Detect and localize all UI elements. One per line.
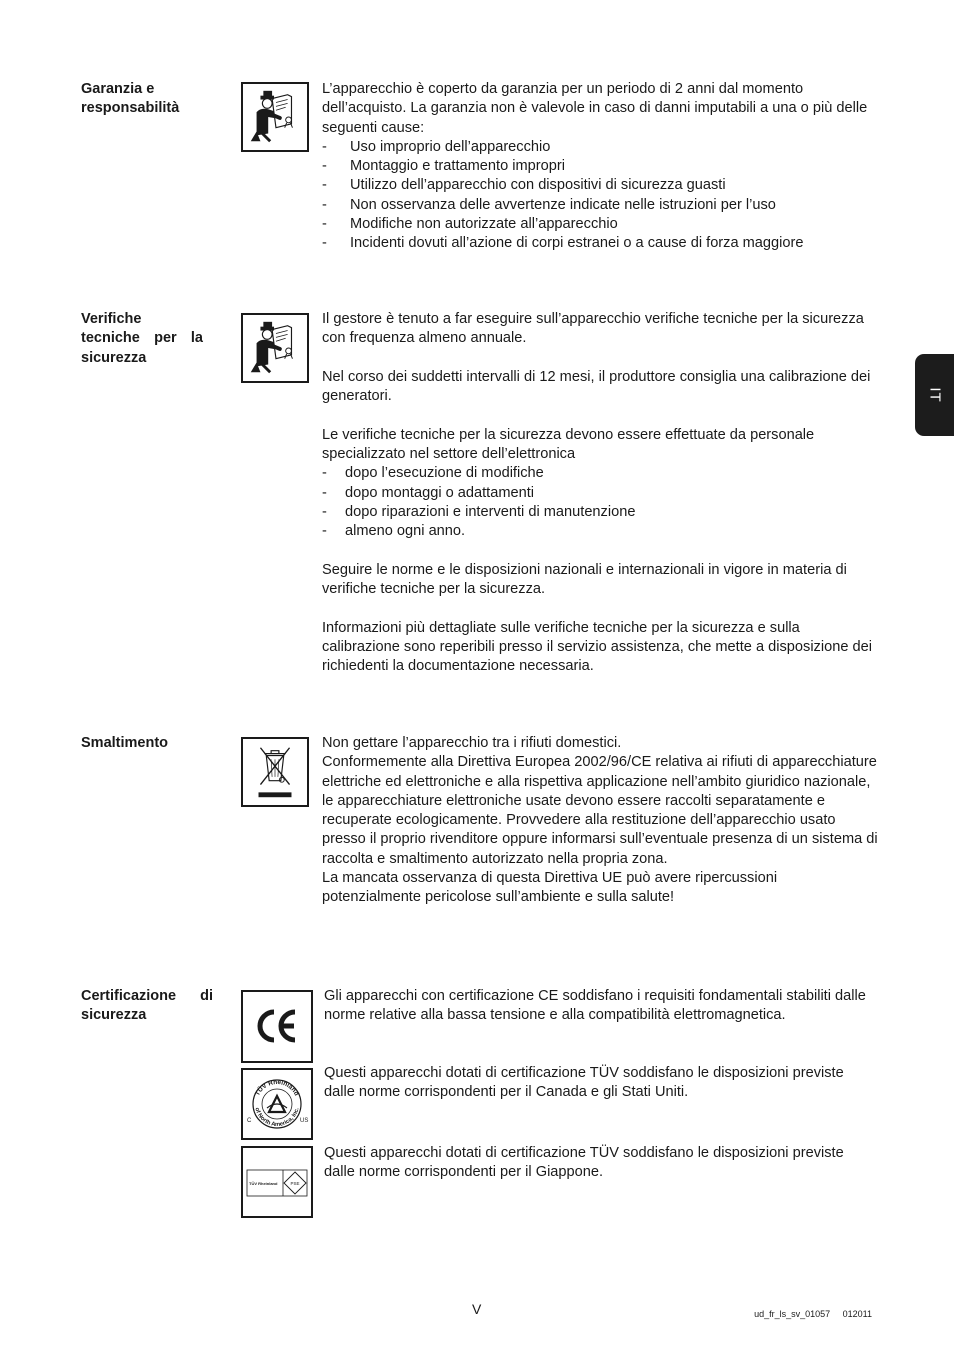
list-item: - Utilizzo dell’apparecchio con dispositivi di sicurezza guasti [322,176,878,195]
list-item: - Uso improprio dell’apparecchio [322,138,878,157]
paragraph: Non gettare l’apparecchio tra i rifiuti domestici. [322,735,622,751]
list-item: - Non osservanza delle avvertenze indicate nelle istruzioni per l’uso [322,196,878,215]
list-item: - dopo riparazioni e interventi di manutenzione [322,503,878,522]
list-item: - Incidenti dovuti all’azione di corpi estranei o a cause di forza maggiore [322,234,878,253]
tuv-na-text: Questi apparecchi dotati di certificazione TÜV soddisfano le disposizioni previste dalle norme corrispondenti per il Canada e gli Stati Uniti. [324,1065,844,1101]
safety-checks-list [322,464,878,541]
safety-checks-text [322,310,878,677]
tuv-logo-top-text: TÜV Rheinland [254,1078,300,1098]
warranty-intro: L’apparecchio è coperto da garanzia per un periodo di 2 anni dal momento dell’acquisto. La garanzia non è valevole in caso di danni imputabili a una o più delle seguenti cause: [322,81,868,136]
warranty-text [322,80,878,254]
technician-icon [241,313,309,383]
tuv-pse-text: Questi apparecchi dotati di certificazione TÜV soddisfano le disposizioni previste dalle norme corrispondenti per il Giappone. [324,1145,844,1181]
list-item: - Montaggio e trattamento impropri [322,157,878,176]
list-item: - dopo montaggi o adattamenti [322,484,878,503]
tuv-logo-bottom-text: of North America, Inc. [253,1107,301,1129]
tuv-pse-icon [241,1146,313,1218]
list-item: - almeno ogni anno. [322,522,878,541]
page-number: V [472,1301,482,1317]
tuv-north-america-icon [241,1068,313,1140]
tuv-us-mark: US [300,1118,309,1124]
pse-logo-tuv-text: TÜV Rheinland [249,1181,278,1186]
technician-icon [241,82,309,152]
list-item: - Modifiche non autorizzate all’apparecchio [322,215,878,234]
paragraph: La mancata osservanza di questa Direttiva UE può avere ripercussioni potenzialmente pericolose sull’ambiente e sulla salute! [322,870,778,906]
warranty-heading: Garanzia e responsabilità [81,81,180,117]
certification-heading: Certificazione di sicurezza [81,988,213,1024]
disposal-heading: Smaltimento [81,735,169,751]
tuv-c-mark: C [247,1118,252,1124]
svg-text:of North America, Inc. [253,1107,300,1128]
document-code: ud_fr_ls_sv_01057 012011 [754,1309,872,1319]
list-item: - dopo l’esecuzione di modifiche [322,464,878,483]
paragraph: Il gestore è tenuto a far eseguire sull’apparecchio verifiche tecniche per la sicurezza con frequenza almeno annuale. [322,311,864,347]
disposal-text [322,734,878,908]
crossed-out-bin-icon [241,737,309,807]
paragraph: Seguire le norme e le disposizioni nazionali e internazionali in vigore in materia di verifiche tecniche per la sicurezza. [322,561,847,598]
language-tab-label: IT [926,387,943,403]
pse-mark-text: PSE [290,1181,300,1186]
language-tab [915,354,954,436]
ce-mark-icon [241,990,313,1063]
paragraph: Le verifiche tecniche per la sicurezza devono essere effettuate da personale specializzato nel settore dell’elettronica [322,426,815,463]
paragraph: Conformemente alla Direttiva Europea 2002/96/CE relativa ai rifiuti di apparecchiature elettriche ed elettroniche e alla rispettiva applicazione nell’ambito giuridico nazionale, le apparecchiature elettroniche usate devono essere raccolti separatamente e recuperate ecologicamente. Provvedere alla restituzione dell’apparecchio usato presso il proprio rivenditore oppure informarsi sull’eventuale presenza di un sistema di raccolta e smaltimento autorizzato nella propria zona. [322,754,878,867]
safety-checks-heading: Verifiche tecniche per la sicurezza [81,311,203,366]
paragraph: Informazioni più dettagliate sulle verifiche tecniche per la sicurezza e sulla calibrazione sono reperibili presso il servizio assistenza, che mette a disposizione dei richiedenti la documentazione necessaria. [322,619,872,675]
ce-text: Gli apparecchi con certificazione CE soddisfano i requisiti fondamentali stabiliti dalle norme relative alla bassa tensione e alla compatibilità elettromagnetica. [324,988,866,1024]
warranty-list [322,138,878,254]
paragraph: Nel corso dei suddetti intervalli di 12 mesi, il produttore consiglia una calibrazione dei generatori. [322,368,871,405]
